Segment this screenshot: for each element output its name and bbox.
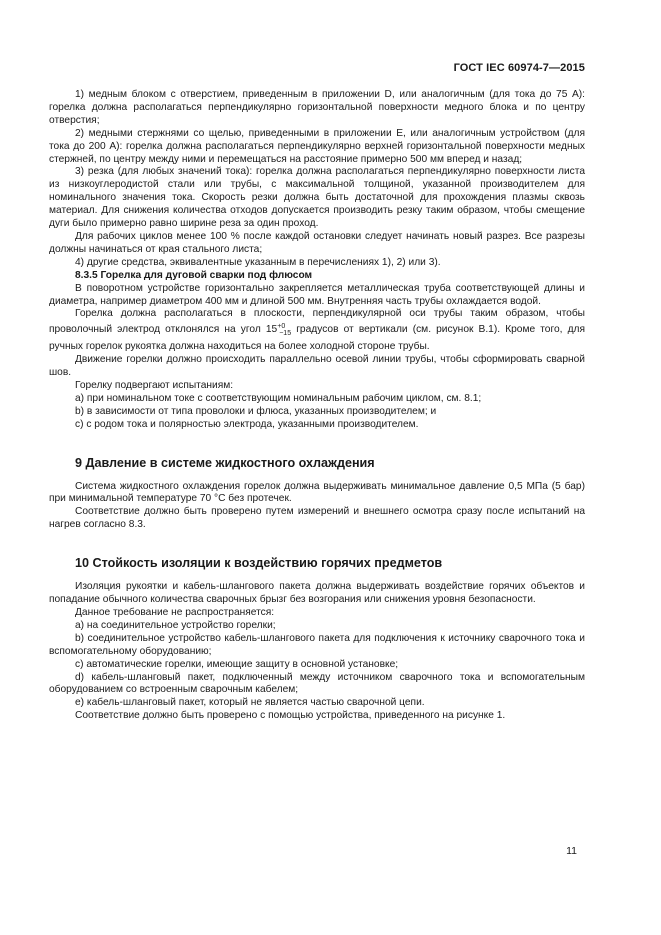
angle-paragraph bbox=[49, 308, 585, 354]
list-item: а) при номинальном токе с соответствующим номинальным рабочим циклом, см. 8.1; bbox=[75, 392, 482, 404]
section-9-heading: 9 Давление в системе жидкостного охлаждения bbox=[75, 455, 375, 470]
list-item: е) кабель-шланговый пакет, который не является частью сварочной цепи. bbox=[75, 697, 425, 709]
paragraph: 2) медными стержнями со щелью, приведенными в приложении Е, или аналогичным устройством (для тока до 200 А): горелка должна располагаться перпендикулярно верхней горизонтальной поверхности медных стержней, по центру между ними и перемещаться на расстояние примерно 500 мм вперед и назад; bbox=[49, 127, 585, 165]
paragraph: Система жидкостного охлаждения горелок должна выдерживать минимальное давление 0,5 МПа (5 бар) при минимальной температуре 70 °С без протечек. bbox=[49, 480, 585, 505]
paragraph: 1) медным блоком с отверстием, приведенным в приложении D, или аналогичным (для тока до 75 А): горелка должна располагаться перпендикулярно горизонтальной поверхности медного блока и по центру отверстия; bbox=[49, 89, 585, 126]
paragraph: Соответствие должно быть проверено с помощью устройства, приведенного на рисунке 1. bbox=[75, 710, 506, 722]
angle-text-after: градусов от вертикали (см. рисунок В.1). Кроме того, для ручных горелок рукоятка должна находиться на более холодной стороне трубы. bbox=[49, 324, 585, 353]
paragraph: Изоляция рукоятки и кабель-шлангового пакета должна выдерживать воздействие горячих объектов и попадание обычного количества сварочных брызг без возгорания или снижения уровня безопасности. bbox=[49, 581, 585, 606]
document-body bbox=[49, 89, 585, 723]
paragraph: Соответствие должно быть проверено путем измерений и внешнего осмотра сразу после испытаний на нагрев согласно 8.3. bbox=[49, 506, 585, 531]
paragraph: Для рабочих циклов менее 100 % после каждой остановки следует начинать новый разрез. Все разрезы должны начинаться от края стального листа; bbox=[49, 230, 585, 255]
document-header: ГОСТ IEC 60974-7—2015 bbox=[453, 62, 585, 74]
list-item: а) на соединительное устройство горелки; bbox=[75, 619, 276, 631]
angle-text-before: Горелка должна располагаться в плоскости, перпендикулярной оси трубы таким образом, чтобы проволочный электрод отклонялся на угол 15 bbox=[49, 308, 585, 336]
list-item: с) с родом тока и полярностью электрода, указанными производителем. bbox=[75, 418, 419, 430]
paragraph: Движение горелки должно происходить параллельно осевой линии трубы, чтобы сформировать сварной шов. bbox=[49, 354, 585, 379]
angle-tolerance-upper: +0 bbox=[277, 323, 286, 331]
paragraph: 3) резка (для любых значений тока): горелка должна располагаться перпендикулярно поверхности листа из низкоуглеродистой стали или трубы, с максимальной толщиной, указанной производителем для номинального значения тока. Скорость резки должна быть достаточной для прохождения плазмы сквозь материал. Для снижения количества отходов допускается производить резку таким образом, чтобы смещение дуги было примерно равно ширине реза за один проход. bbox=[49, 166, 585, 230]
list-item: с) автоматические горелки, имеющие защиту в основной установке; bbox=[75, 658, 399, 670]
paragraph: Горелку подвергают испытаниям: bbox=[75, 379, 234, 391]
paragraph: В поворотном устройстве горизонтально закрепляется металлическая труба соответствующей длины и диаметра, например диаметром 400 мм и длиной 500 мм. Внутренняя часть трубы охлаждается водой. bbox=[49, 282, 585, 307]
section-10-heading: 10 Стойкость изоляции к воздействию горячих предметов bbox=[75, 556, 443, 571]
angle-tolerance-lower: −15 bbox=[279, 330, 292, 338]
list-item: d) кабель-шланговый пакет, подключенный между источником сварочного тока и вспомогательным оборудованием со встроенным сварочным кабелем; bbox=[49, 671, 585, 696]
list-item: b) в зависимости от типа проволоки и флюса, указанных производителем; и bbox=[75, 405, 437, 417]
list-item: b) соединительное устройство кабель-шлангового пакета для подключения к источнику сварочного тока и вспомогательному оборудованию; bbox=[49, 632, 585, 657]
paragraph: 4) другие средства, эквивалентные указанным в перечислениях 1), 2) или 3). bbox=[75, 256, 441, 268]
subsection-heading: 8.3.5 Горелка для дуговой сварки под флюсом bbox=[75, 269, 313, 281]
page-number: 11 bbox=[566, 845, 577, 857]
paragraph: Данное требование не распространяется: bbox=[75, 607, 275, 618]
